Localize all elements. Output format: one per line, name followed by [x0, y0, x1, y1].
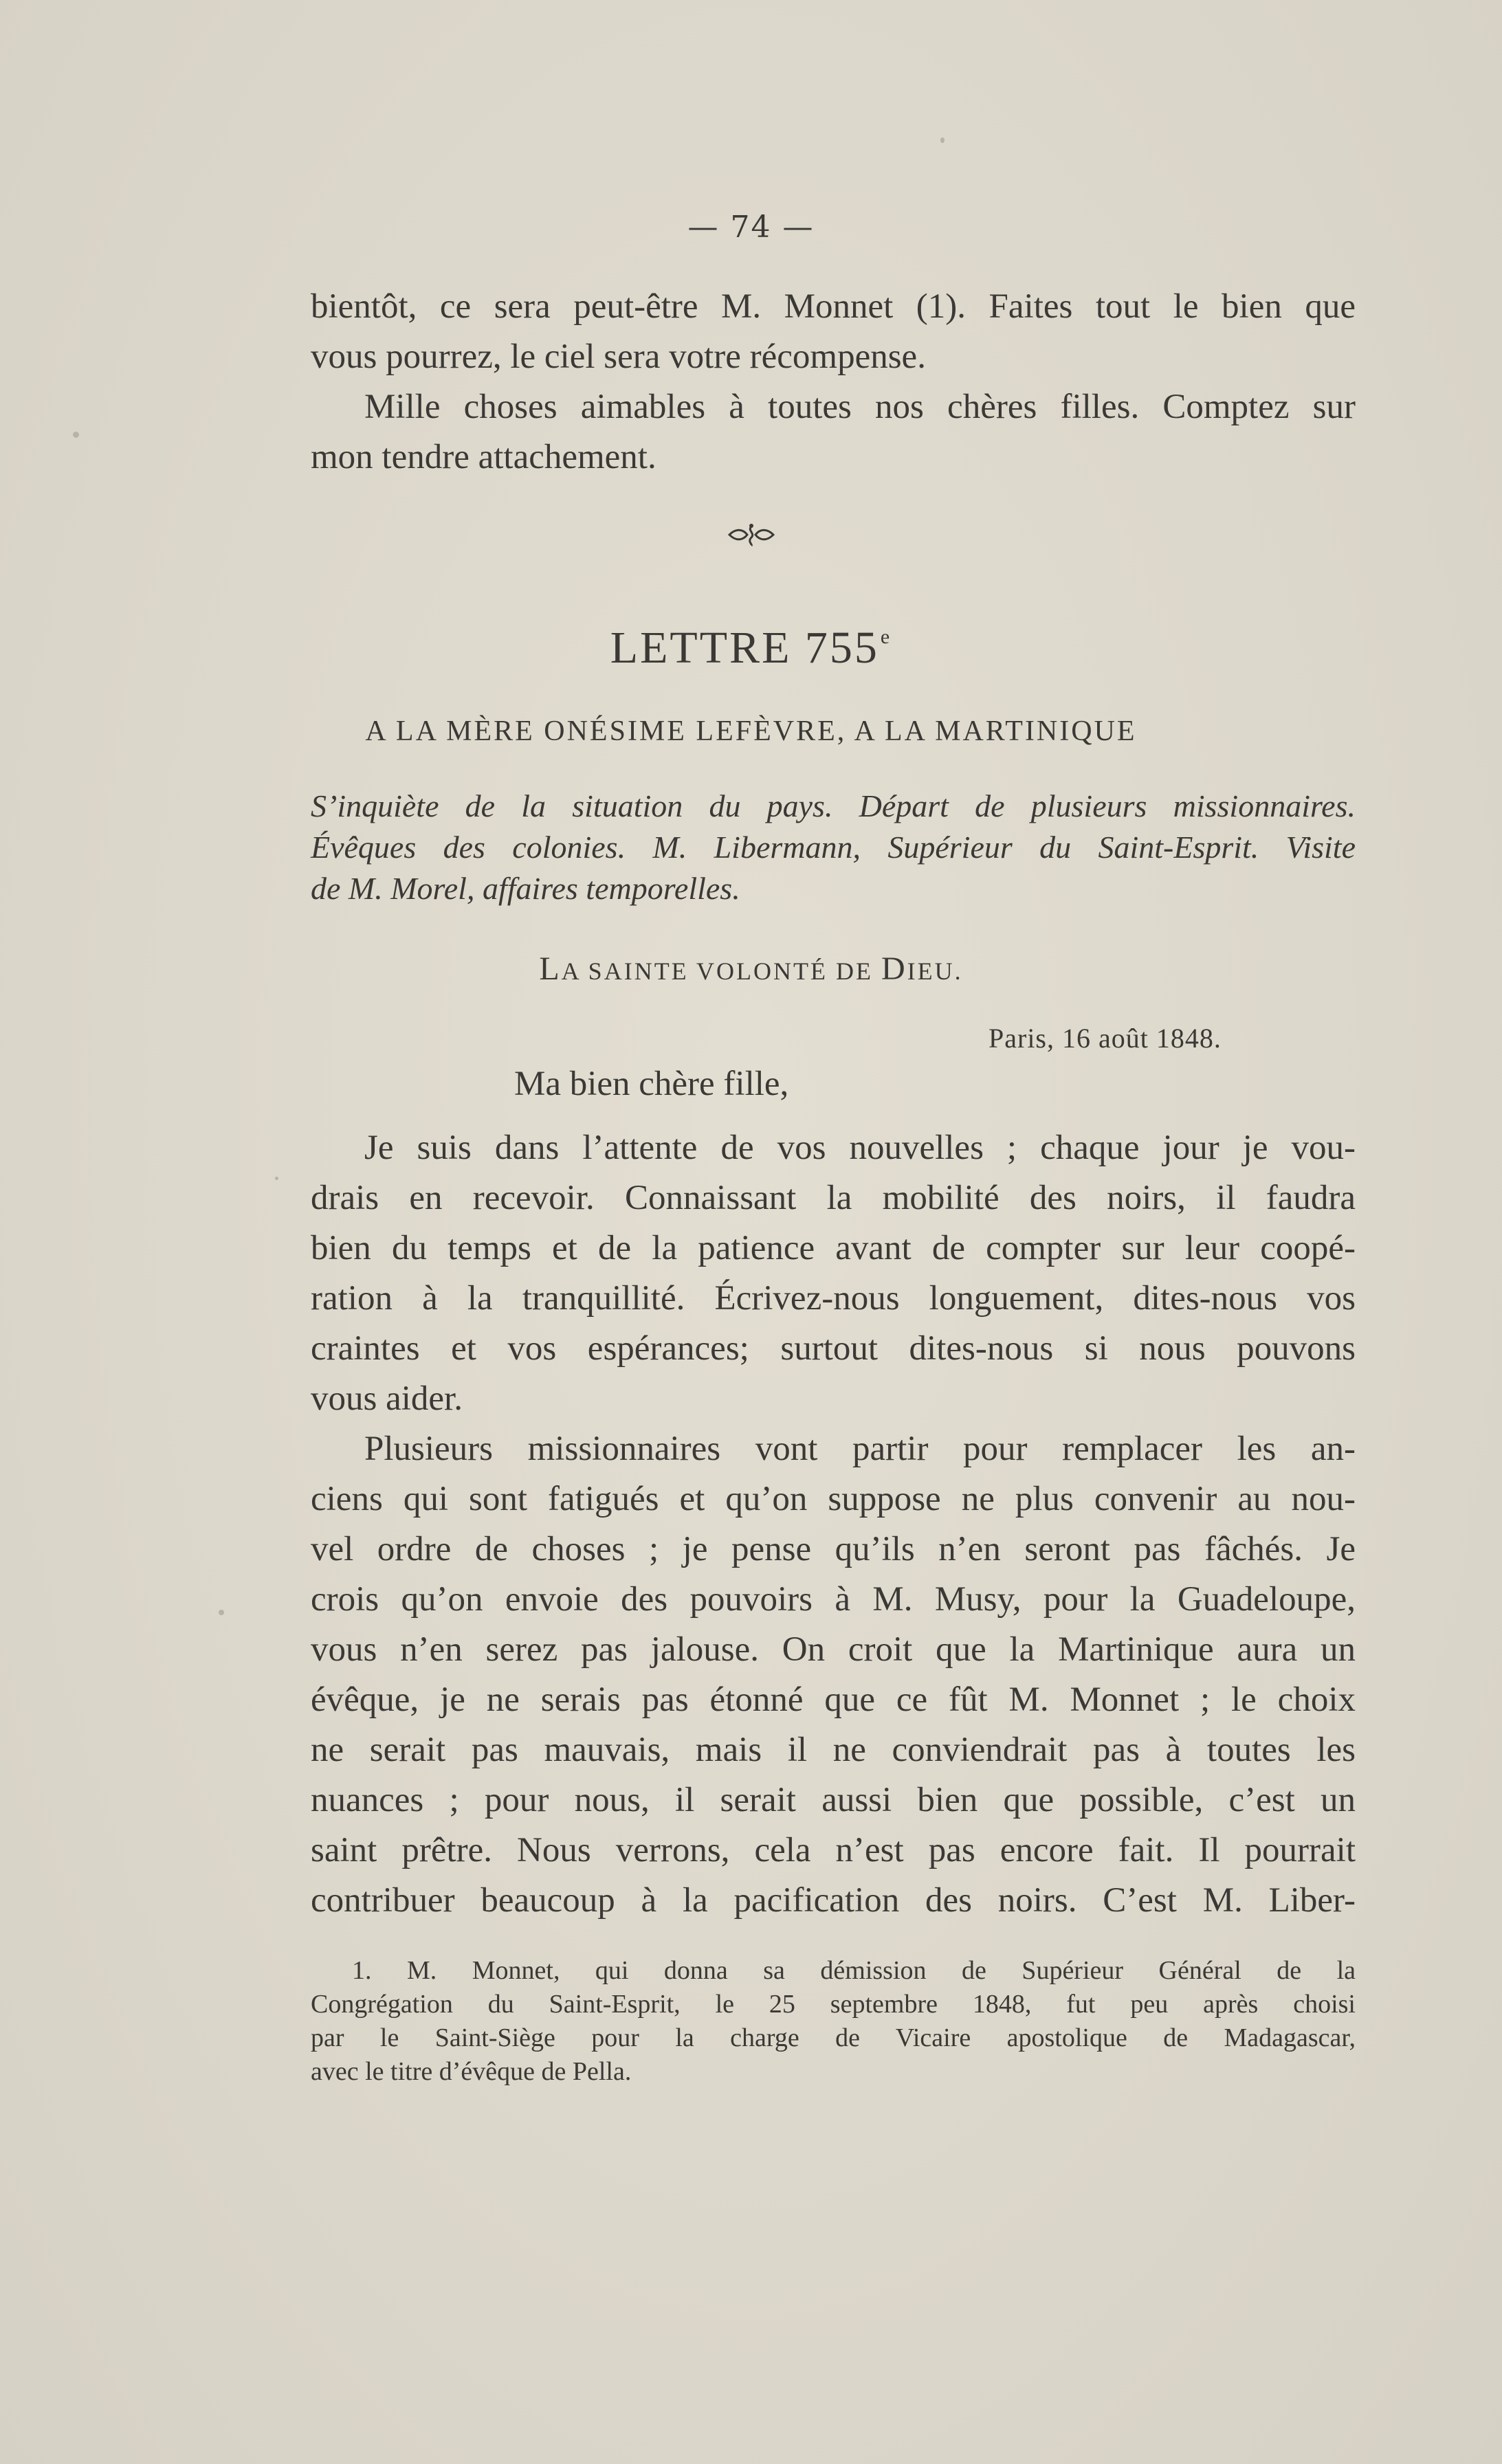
body-line: vous aider. [311, 1379, 463, 1418]
body-line: évêque, je ne serais pas étonné que ce fût M. Monnet ; le choix [311, 1680, 1356, 1719]
body-line: Je suis dans l’attente de vos nouvelles ; chaque jour je vou- [364, 1129, 1356, 1167]
body-line: contribuer beaucoup à la pacification des noirs. C’est M. Liber- [311, 1881, 1356, 1920]
motto [0, 950, 1502, 988]
body-paragraph [311, 1123, 1356, 1424]
footnote [311, 1954, 1356, 2089]
body-line: craintes et vos espérances; surtout dites-nous si nous pouvons [311, 1329, 1356, 1368]
body-line: ration à la tranquillité. Écrivez-nous longuement, dites-nous vos [311, 1279, 1356, 1318]
body-line: crois qu’on envoie des pouvoirs à M. Musy, pour la Guadeloupe, [311, 1580, 1356, 1619]
body-line: bien du temps et de la patience avant de compter sur leur coopé- [311, 1229, 1356, 1267]
body-line: ne serait pas mauvais, mais il ne conviendrait pas à toutes les [311, 1731, 1356, 1769]
body-line: vel ordre de choses ; je pense qu’ils n’en seront pas fâchés. Je [311, 1530, 1356, 1568]
paper-speck [219, 1610, 224, 1615]
opening-line: mon tendre attachement. [311, 438, 656, 476]
footnote-line: 1. M. Monnet, qui donna sa démission de Supérieur Général de la [352, 1956, 1356, 1985]
opening-line: Mille choses aimables à toutes nos chères filles. Comptez sur [364, 388, 1356, 426]
body-line: drais en recevoir. Connaissant la mobilité des noirs, il faudra [311, 1179, 1356, 1217]
paper-speck [940, 137, 945, 143]
body-line: saint prêtre. Nous verrons, cela n’est pas encore fait. Il pourrait [311, 1831, 1356, 1869]
body-line: vous n’en serez pas jalouse. On croit que la Martinique aura un [311, 1630, 1356, 1669]
body-paragraph [311, 1424, 1356, 1926]
footnote-line: Congrégation du Saint-Esprit, le 25 septembre 1848, fut peu après choisi [311, 1990, 1356, 2019]
letter-recipient: A LA MÈRE ONÉSIME LEFÈVRE, A LA MARTINIQUE [365, 715, 1137, 747]
summary-line: S’inquiète de la situation du pays. Départ de plusieurs missionnaires. [311, 788, 1356, 823]
motto-initial: L [539, 951, 562, 987]
page-number: — 74 — [687, 210, 815, 245]
letter-number-superscript: e [880, 625, 892, 648]
motto-initial: D [881, 951, 907, 987]
letter-body [311, 1123, 1356, 1926]
opening-paragraph [311, 282, 1356, 482]
footnote-line: avec le titre d’évêque de Pella. [311, 2057, 632, 2086]
body-line: Plusieurs missionnaires vont partir pour remplacer les an- [364, 1430, 1356, 1468]
fleuron-icon [0, 522, 1502, 550]
motto-text: A SAINTE VOLONTÉ DE [561, 957, 881, 985]
paper-speck [73, 432, 79, 438]
body-line: nuances ; pour nous, il serait aussi bien que possible, c’est un [311, 1781, 1356, 1819]
summary-line: de M. Morel, affaires temporelles. [311, 871, 740, 906]
paper-speck [275, 1177, 278, 1180]
letter-summary [311, 786, 1356, 909]
salutation: Ma bien chère fille, [514, 1065, 789, 1103]
dateline: Paris, 16 août 1848. [989, 1023, 1222, 1054]
footnote-line: par le Saint-Siège pour la charge de Vicaire apostolique de Madagascar, [311, 2023, 1356, 2052]
letter-title [0, 622, 1502, 674]
opening-line: vous pourrez, le ciel sera votre récompense. [311, 337, 926, 376]
letter-number: LETTRE 755 [610, 623, 879, 673]
summary-line: Évêques des colonies. M. Libermann, Supérieur du Saint-Esprit. Visite [311, 830, 1356, 865]
opening-line: bientôt, ce sera peut-être M. Monnet (1). Faites tout le bien que [311, 287, 1356, 326]
body-line: ciens qui sont fatigués et qu’on suppose ne plus convenir au nou- [311, 1480, 1356, 1518]
motto-text: IEU. [907, 957, 963, 985]
